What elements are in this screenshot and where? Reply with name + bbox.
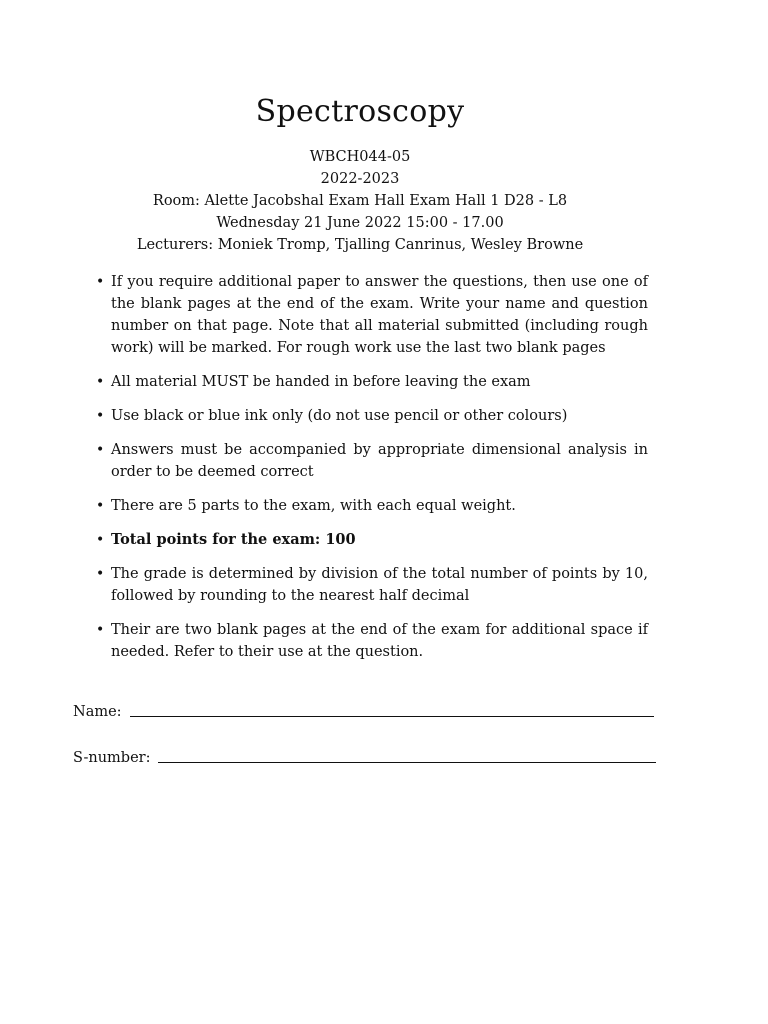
instruction-text: Use black or blue ink only (do not use pencil or other colours) <box>111 408 568 424</box>
instruction-text: If you require additional paper to answer the questions, then use one of the blank pages at the end of the exam. Write your name and question number on that page. Note that all material submitted (including rough work) will be marked. For rough work use the last two blank pages <box>111 274 648 356</box>
instruction-item <box>96 405 648 427</box>
page-title: Spectroscopy <box>255 94 465 129</box>
bullet-icon: • <box>96 498 105 514</box>
instruction-text: All material MUST be handed in before leaving the exam <box>111 374 531 390</box>
instruction-item <box>96 439 648 483</box>
bullet-icon: • <box>96 566 105 582</box>
bullet-icon: • <box>96 408 105 424</box>
instruction-text: Total points for the exam: 100 <box>111 531 356 548</box>
snumber-field <box>73 750 656 766</box>
bullet-icon: • <box>96 622 105 638</box>
instruction-item <box>96 563 648 607</box>
instruction-text: Their are two blank pages at the end of the exam for additional space if needed. Refer to their use at the question. <box>111 622 648 660</box>
bullet-icon: • <box>96 274 105 290</box>
bullet-icon: • <box>96 374 105 390</box>
instruction-text: There are 5 parts to the exam, with each equal weight. <box>111 498 516 514</box>
snumber-input-line[interactable] <box>158 761 656 763</box>
instruction-item <box>96 495 648 517</box>
bullet-icon: • <box>96 532 105 548</box>
exam-room: Room: Alette Jacobshal Exam Hall Exam Hall 1 D28 - L8 <box>152 193 568 209</box>
course-code: WBCH044-05 <box>309 149 411 165</box>
name-input-line[interactable] <box>130 715 654 717</box>
instruction-item <box>96 619 648 663</box>
name-label: Name: <box>73 704 122 720</box>
instructions-list <box>96 271 648 675</box>
exam-meta <box>0 146 720 256</box>
instruction-text: Answers must be accompanied by appropriate dimensional analysis in order to be deemed correct <box>111 442 648 480</box>
name-field <box>73 704 654 720</box>
snumber-label: S-number: <box>73 750 151 766</box>
exam-datetime: Wednesday 21 June 2022 15:00 - 17.00 <box>216 215 504 231</box>
lecturers: Lecturers: Moniek Tromp, Tjalling Canrinus, Wesley Browne <box>136 237 584 253</box>
bullet-icon: • <box>96 442 105 458</box>
instruction-item-total-points <box>96 529 648 551</box>
instruction-text: The grade is determined by division of the total number of points by 10, followed by rounding to the nearest half decimal <box>111 566 648 604</box>
instruction-item <box>96 371 648 393</box>
academic-year: 2022-2023 <box>320 171 400 187</box>
instruction-item <box>96 271 648 359</box>
